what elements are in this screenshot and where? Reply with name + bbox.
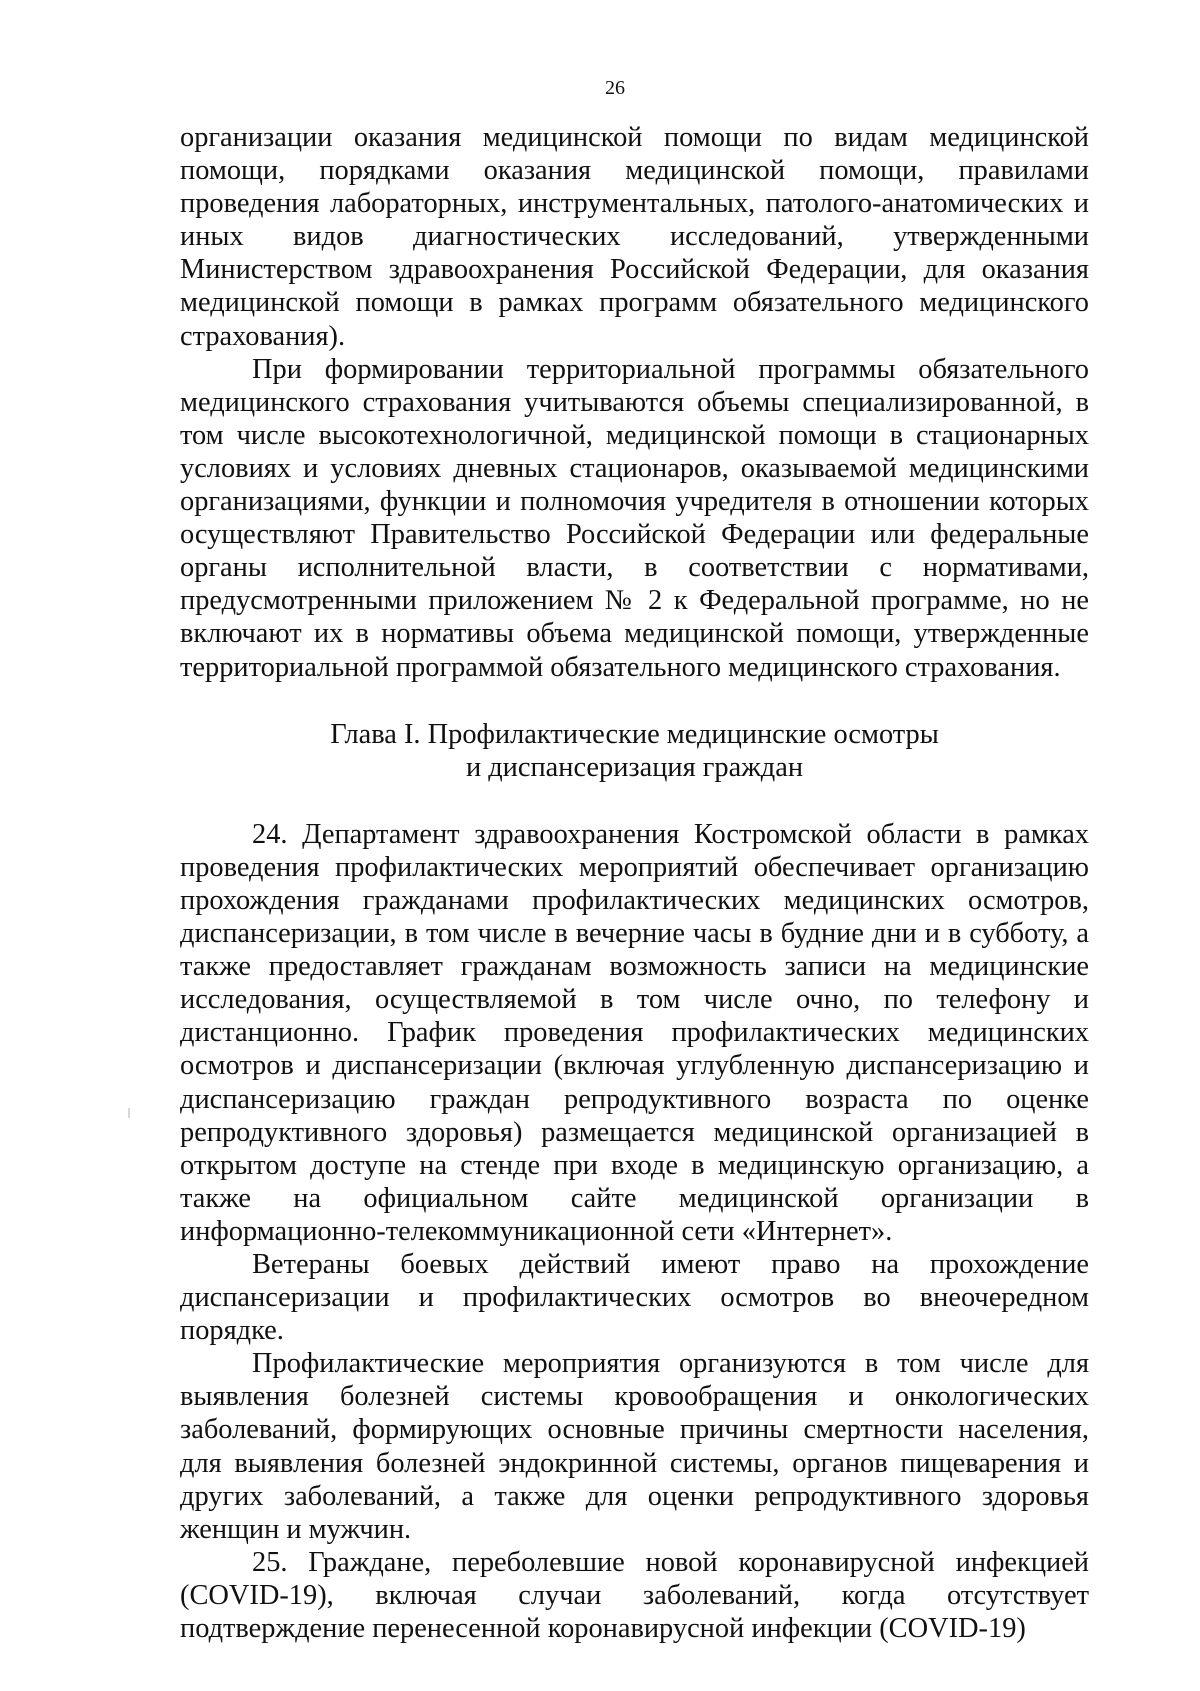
paragraph-veterans: Ветераны боевых действий имеют право на прохождение диспансеризации и профилактических осмотров во внеочередном порядке. [180,1249,1089,1347]
paragraph-preventive-measures: Профилактические мероприятия организуются в том числе для выявления болезней системы кровообращения и онкологических заболеваний, формирующих основные причины смертности населения, для выявления болезней эндокринной системы, органов пищеварения и других заболеваний, а также для оценки репродуктивного здоровья женщин и мужчин. [180,1348,1089,1545]
document-body [180,121,1089,1645]
paragraph-continuation: организации оказания медицинской помощи по видам медицинской помощи, порядками оказания медицинской помощи, правилами проведения лабораторных, инструментальных, патолого-анатомических и иных видов диагностических исследований, утвержденными Министерством здравоохранения Российской Федерации, для оказания медицинской помощи в рамках программ обязательного медицинского страхования). [180,122,1089,352]
scan-artifact [128,1108,130,1118]
paragraph-24: 24. Департамент здравоохранения Костромской области в рамках проведения профилактических мероприятий обеспечивает организацию прохождения гражданами профилактических медицинских осмотров, диспансеризации, в том числе в вечерние часы в будние дни и в субботу, а также предоставляет гражданам возможность записи на медицинские исследования, осуществляемой в том числе очно, по телефону и дистанционно. График проведения профилактических медицинских осмотров и диспансеризации (включая углубленную диспансеризацию и диспансеризацию граждан репродуктивного возраста по оценке репродуктивного здоровья) размещается медицинской организацией в открытом доступе на стенде при входе в медицинскую организацию, а также на официальном сайте медицинской организации в информационно-телекоммуникационной сети «Интернет». [180,818,1089,1247]
chapter-heading [180,718,1089,784]
paragraph-territorial-program: При формировании территориальной программы обязательного медицинского страхования учитываются объемы специализированной, в том числе высокотехнологичной, медицинской помощи в стационарных условиях и условиях дневных стационаров, оказываемой медицинскими организациями, функции и полномочия учредителя в отношении которых осуществляют Правительство Российской Федерации или федеральные органы исполнительной власти, в соответствии с нормативами, предусмотренными приложением № 2 к Федеральной программе, но не включают их в нормативы объема медицинской помощи, утвержденные территориальной программой обязательного медицинского страхования. [180,353,1089,683]
chapter-heading-line-2: и диспансеризация граждан [465,751,804,783]
page-number: 26 [605,77,625,99]
chapter-heading-line-1: Глава I. Профилактические медицинские осмотры [330,718,939,750]
paragraph-25: 25. Граждане, переболевшие новой коронавирусной инфекцией (COVID-19), включая случаи заболеваний, когда отсутствует подтверждение перенесенной коронавирусной инфекции (COVID-19) [180,1546,1089,1645]
